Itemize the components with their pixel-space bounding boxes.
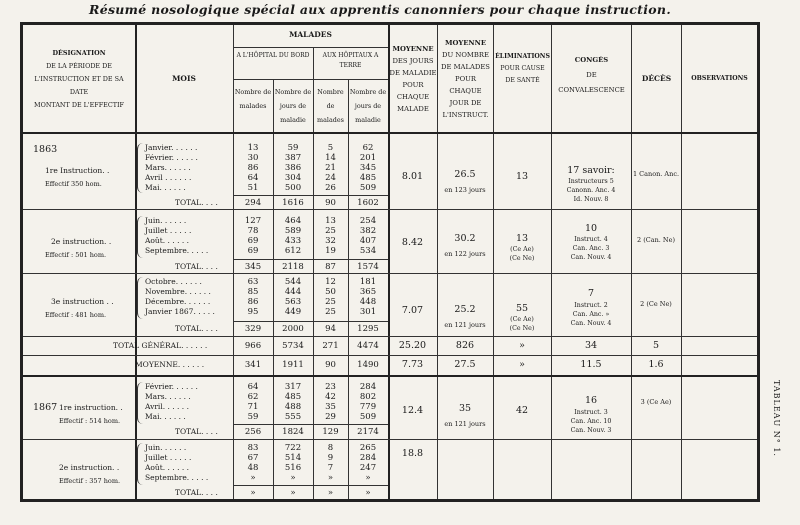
total-cell: 1602 — [357, 198, 379, 208]
header-line: DE LA PÉRIODE DE — [46, 62, 112, 70]
cell: 304 — [284, 173, 302, 183]
total-label: TOTAL. . . . — [175, 198, 218, 207]
instruction-name: 1re Instruction. . — [45, 166, 110, 175]
total-general-cell: 5734 — [282, 341, 304, 351]
header-nombre-jours: Nombre de jours de maladie — [349, 88, 387, 124]
moyenne-moyj: 27.5 — [454, 359, 476, 370]
cell: 555 — [284, 412, 302, 422]
subtotal-rule — [233, 195, 388, 196]
cell: 64 — [247, 382, 259, 392]
cell: » — [290, 473, 296, 483]
total-cell: 1574 — [357, 262, 379, 272]
cell: 127 — [244, 216, 262, 226]
total-label: TOTAL. . . . — [175, 427, 218, 436]
brace — [137, 216, 144, 258]
cell: 387 — [284, 153, 302, 163]
cell: 62 — [247, 392, 259, 402]
conges-detail: Canonn. Anc. 4 — [566, 187, 616, 194]
year-label: 1863 — [33, 144, 58, 155]
cell: 514 — [284, 453, 302, 463]
instruction-name: 2e instruction. . — [59, 463, 120, 472]
month-label: Janvier 1867. . . . . — [145, 307, 215, 316]
conges-detail: Can. Anc. 3 — [572, 245, 610, 252]
header-hopitaux-terre: AUX HÔPITAUX A TERRE — [322, 52, 379, 69]
cell: 24 — [325, 173, 336, 183]
col-divider — [681, 25, 682, 499]
conges-detail: Can. Nouv. 4 — [570, 254, 612, 261]
cell: 247 — [359, 463, 377, 473]
moyenne-malades-value: 30.2 — [454, 233, 476, 244]
moyenne-jours-value: 18.8 — [401, 448, 424, 459]
moyenne-jours-value: 12.4 — [401, 405, 424, 416]
cell: 563 — [284, 297, 302, 307]
subtotal-rule — [233, 321, 388, 322]
cell: 284 — [359, 453, 377, 463]
header-line: JOUR DE — [449, 99, 482, 107]
cell: 433 — [284, 236, 302, 246]
month-label: Septembre. . . . . — [145, 246, 209, 255]
cell: 35 — [325, 402, 336, 412]
header-line: POUR CHAQUE — [449, 75, 482, 95]
month-label: Août. . . . . . — [145, 236, 190, 245]
total-general-cell: 966 — [244, 341, 262, 351]
cell: 71 — [247, 402, 259, 412]
deces-value: 1 Canon. Anc. — [632, 170, 680, 178]
cell: 30 — [247, 153, 259, 163]
cell: 488 — [284, 402, 302, 412]
deces-value: 2 (Ce Ne) — [640, 300, 672, 308]
cell: 86 — [247, 163, 259, 173]
moyenne-label: MOYENNE. . . . . . — [135, 360, 205, 369]
total-cell: 94 — [325, 324, 336, 334]
total-cell: 87 — [325, 262, 336, 272]
conges-detail: Instructeurs 5 — [568, 178, 614, 185]
conges-detail: Instruct. 4 — [574, 236, 608, 243]
cell: 201 — [359, 153, 377, 163]
header-eliminations — [494, 51, 551, 87]
moyenne-malades-value: 25.2 — [454, 304, 476, 315]
total-cell: 2000 — [282, 324, 304, 334]
cell: 48 — [247, 463, 259, 473]
header-line: MONTANT DE L'EFFECTIF — [34, 101, 124, 109]
conges-detail: Can. Nouv. 4 — [570, 320, 612, 327]
cell: 449 — [284, 307, 302, 317]
total-cell: 345 — [244, 262, 262, 272]
header-malades: MALADES — [289, 30, 332, 39]
eliminations-value: 42 — [515, 405, 529, 416]
cell: 25 — [325, 307, 336, 317]
month-label: Février. . . . . . — [145, 382, 198, 391]
table-number-label: TABLEAU N° 1. — [772, 380, 781, 457]
cell: 23 — [325, 382, 336, 392]
month-label: Mars. . . . . . — [145, 163, 191, 172]
instruction-effectif: Effectif : 481 hom. — [45, 311, 107, 319]
month-label: Mai. . . . . . — [145, 183, 186, 192]
total-cell: 1824 — [282, 427, 304, 437]
cell: 25 — [325, 226, 336, 236]
moyenne-deces: 1.6 — [648, 359, 664, 370]
cell: » — [250, 473, 256, 483]
header-nombre-malades: Nombre de malades — [317, 88, 344, 124]
instruction-name: 2e instruction. . — [51, 237, 112, 246]
total-cell: 1616 — [282, 198, 304, 208]
cell: 50 — [325, 287, 336, 297]
cell: 365 — [359, 287, 377, 297]
table-title: Résumé nosologique spécial aux apprentis canonniers pour chaque instruction. — [89, 2, 671, 17]
cell: 509 — [359, 183, 377, 193]
cell: 722 — [284, 443, 302, 453]
total-cell: 1295 — [357, 324, 379, 334]
moyenne-cell: 1490 — [357, 360, 379, 370]
total-cell: 2174 — [357, 427, 379, 437]
subtotal-rule — [233, 424, 388, 425]
conges-detail: Can. Anc. » — [572, 311, 610, 318]
cell: 26 — [325, 183, 336, 193]
header-rule — [233, 79, 388, 80]
header-line: MOYENNE — [392, 45, 434, 53]
cell: 509 — [359, 412, 377, 422]
group-rule — [23, 336, 757, 337]
total-cell: 129 — [322, 427, 339, 437]
cell: 407 — [359, 236, 377, 246]
header-designation — [25, 47, 133, 112]
month-label: Septembre. . . . . — [145, 473, 209, 482]
cell: 444 — [284, 287, 302, 297]
total-general-cell: 4474 — [357, 341, 379, 351]
cell: 86 — [247, 297, 259, 307]
cell: 64 — [247, 173, 259, 183]
total-cell: 90 — [325, 198, 336, 208]
cell: 500 — [284, 183, 302, 193]
moyenne-cell: 341 — [244, 360, 262, 370]
cell: 485 — [284, 392, 302, 402]
month-label: Avril. . . . . . — [145, 402, 189, 411]
header-moyenne-jours — [389, 43, 437, 115]
moyenne-malades-value: 35 — [458, 403, 472, 414]
moyenne-moy: 7.73 — [401, 359, 424, 370]
cell: 534 — [359, 246, 377, 256]
cell: 612 — [284, 246, 302, 256]
table-frame — [20, 22, 760, 502]
moyenne-cell: 90 — [325, 360, 336, 370]
moyenne-jours-value: 7.07 — [401, 305, 424, 316]
section-rule — [23, 375, 757, 377]
cell: 301 — [359, 307, 377, 317]
cell: 95 — [247, 307, 259, 317]
header-line: POUR CHAQUE — [396, 81, 430, 101]
col-divider — [631, 25, 632, 499]
month-label: Mai. . . . . . — [145, 412, 186, 421]
header-line: CONVALESCENCE — [558, 86, 625, 94]
eliminations-detail: (Ce Ae) — [510, 316, 534, 323]
col-divider — [135, 25, 137, 499]
conges-detail: Instruct. 3 — [574, 409, 608, 416]
month-label: Juillet . . . . . — [145, 226, 192, 235]
conges-detail: Can. Nouv. 3 — [570, 427, 612, 434]
cell: 7 — [327, 463, 334, 473]
month-label: Juin. . . . . . — [145, 216, 187, 225]
total-general-cell: 271 — [322, 341, 339, 351]
subtotal-rule — [233, 259, 388, 260]
header-nombre-jours: Nombre de jours de maladie — [274, 88, 312, 124]
total-cell: 329 — [244, 324, 262, 334]
cell: 13 — [325, 216, 336, 226]
jours-note: en 123 jours — [444, 186, 486, 194]
cell: 265 — [359, 443, 377, 453]
cell: 9 — [327, 453, 334, 463]
cell: 63 — [247, 277, 259, 287]
cell: 12 — [325, 277, 336, 287]
cell: 181 — [359, 277, 377, 287]
total-cell: 294 — [244, 198, 262, 208]
cell: 62 — [362, 143, 374, 153]
cell: 284 — [359, 382, 377, 392]
total-general-conges: 34 — [584, 340, 598, 351]
cell: 51 — [247, 183, 259, 193]
cell: 8 — [327, 443, 334, 453]
conges-detail: Instruct. 2 — [574, 302, 608, 309]
month-label: Octobre. . . . . . — [145, 277, 202, 286]
instruction-name: 1re instruction. . — [59, 403, 123, 412]
eliminations-detail: (Ce Ne) — [509, 255, 535, 262]
header-line: MOYENNE — [444, 39, 487, 47]
header-conges — [552, 53, 631, 98]
moyenne-conges: 11.5 — [580, 359, 602, 370]
header-line: DES JOURS — [392, 57, 434, 65]
cell: 589 — [284, 226, 302, 236]
total-cell: » — [365, 488, 371, 498]
brace — [137, 443, 144, 485]
header-line: L'INSTRUCT. — [442, 111, 489, 119]
group-rule — [23, 209, 757, 210]
instruction-effectif: Effectif 350 hom. — [45, 180, 102, 188]
cell: 13 — [247, 143, 259, 153]
total-cell: 2118 — [282, 262, 304, 272]
cell: 25 — [325, 297, 336, 307]
cell: 69 — [247, 236, 259, 246]
header-line: DE SANTÉ — [505, 77, 540, 84]
conges-value: 17 savoir: — [567, 165, 615, 176]
cell: 448 — [359, 297, 377, 307]
header-deces: DÉCÈS — [641, 74, 672, 83]
brace — [137, 382, 144, 424]
header-line: MALADE — [397, 105, 429, 113]
deces-value: 2 (Can. Ne) — [637, 236, 675, 244]
total-cell: 256 — [244, 427, 262, 437]
month-label: Juillet . . . . . — [145, 453, 192, 462]
month-label: Février. . . . . . — [145, 153, 198, 162]
header-line: ÉLIMINATIONS — [495, 53, 550, 60]
header-line: POUR CAUSE — [500, 65, 545, 72]
cell: » — [327, 473, 334, 483]
jours-note: en 121 jours — [444, 321, 486, 329]
cell: 21 — [325, 163, 336, 173]
cell: 69 — [247, 246, 259, 256]
total-cell: » — [327, 488, 334, 498]
cell: 464 — [284, 216, 302, 226]
group-rule — [23, 439, 757, 440]
eliminations-value: 55 — [515, 303, 529, 314]
header-line: DE — [586, 71, 597, 79]
total-label: TOTAL. . . . — [175, 262, 218, 271]
header-nombre-malades: Nombre de malades — [234, 88, 272, 110]
month-label: Août. . . . . . — [145, 463, 190, 472]
month-label: Décembre. . . . . . — [145, 297, 211, 306]
cell: 59 — [247, 412, 259, 422]
total-general-elim: » — [519, 340, 525, 351]
total-general-moy: 25.20 — [398, 340, 427, 351]
header-line: DE MALADIE — [389, 69, 437, 77]
conges-value: 7 — [587, 288, 595, 299]
cell: 19 — [325, 246, 336, 256]
month-label: Avril . . . . . . — [145, 173, 192, 182]
cell: 59 — [287, 143, 299, 153]
year-label: 1867 — [33, 402, 58, 413]
eliminations-detail: (Ce Ne) — [509, 325, 535, 332]
moyenne-elim: » — [519, 359, 525, 370]
subtotal-rule — [233, 485, 388, 486]
instruction-effectif: Effectif : 514 hom. — [59, 417, 121, 425]
cell: 78 — [247, 226, 259, 236]
total-cell: » — [290, 488, 296, 498]
brace — [137, 143, 144, 193]
total-general-deces: 5 — [652, 340, 660, 351]
cell: 779 — [359, 402, 377, 412]
cell: 85 — [247, 287, 259, 297]
month-label: Mars. . . . . . — [145, 392, 191, 401]
conges-detail: Can. Anc. 10 — [570, 418, 612, 425]
month-label: Janvier. . . . . . — [145, 143, 198, 152]
header-observations: OBSERVATIONS — [691, 75, 748, 82]
cell: 32 — [325, 236, 336, 246]
month-label: Juin. . . . . . — [145, 443, 187, 452]
moyenne-jours-value: 8.42 — [401, 237, 424, 248]
total-general-label: TOTAL GÉNÉRAL. . . . . . — [113, 341, 208, 350]
jours-note: en 122 jours — [444, 250, 486, 258]
instruction-effectif: Effectif : 501 hom. — [45, 251, 107, 259]
jours-note: en 121 jours — [444, 420, 486, 428]
row-rule — [23, 355, 757, 356]
total-cell: » — [250, 488, 256, 498]
cell: 485 — [359, 173, 377, 183]
header-rule — [233, 47, 388, 48]
conges-value: 10 — [584, 223, 598, 234]
total-label: TOTAL. . . . — [175, 488, 218, 497]
header-bottom-rule — [23, 132, 757, 134]
cell: 83 — [247, 443, 259, 453]
total-general-moyj: 826 — [455, 340, 475, 351]
eliminations-value: 13 — [515, 233, 529, 244]
eliminations-value: 13 — [515, 171, 529, 182]
header-line: CONGÉS — [574, 56, 609, 64]
cell: 544 — [284, 277, 302, 287]
cell: 382 — [359, 226, 377, 236]
instruction-effectif: Effectif : 357 hom. — [59, 477, 121, 485]
cell: 345 — [359, 163, 377, 173]
cell: » — [365, 473, 371, 483]
instruction-name: 3e instruction . . — [51, 297, 114, 306]
conges-value: 16 — [584, 395, 598, 406]
header-line: DE MALADES — [441, 63, 490, 71]
conges-detail: Id. Nouv. 8 — [573, 196, 609, 203]
moyenne-cell: 1911 — [282, 360, 304, 370]
cell: 254 — [359, 216, 377, 226]
moyenne-jours-value: 8.01 — [401, 171, 424, 182]
header-line: L'INSTRUCTION ET DE SA DATE — [34, 75, 124, 96]
total-label: TOTAL. . . . — [175, 324, 218, 333]
header-hopital-bord: A L'HÔPITAL DU BORD — [236, 52, 310, 59]
cell: 14 — [325, 153, 336, 163]
header-line: DU NOMBRE — [442, 51, 489, 59]
cell: 5 — [327, 143, 334, 153]
eliminations-detail: (Ce Ae) — [510, 246, 534, 253]
cell: 317 — [284, 382, 302, 392]
header-mois: MOIS — [172, 74, 196, 83]
group-rule — [23, 273, 757, 274]
header-moyenne-malades — [438, 37, 493, 121]
cell: 516 — [284, 463, 302, 473]
cell: 67 — [247, 453, 259, 463]
cell: 802 — [359, 392, 377, 402]
cell: 386 — [284, 163, 302, 173]
brace — [137, 277, 144, 319]
deces-value: 3 (Ce Ae) — [640, 398, 672, 406]
month-label: Novembre. . . . . . — [145, 287, 211, 296]
header-line: DÉSIGNATION — [52, 49, 106, 57]
cell: 29 — [325, 412, 336, 422]
cell: 42 — [325, 392, 336, 402]
moyenne-malades-value: 26.5 — [454, 169, 476, 180]
